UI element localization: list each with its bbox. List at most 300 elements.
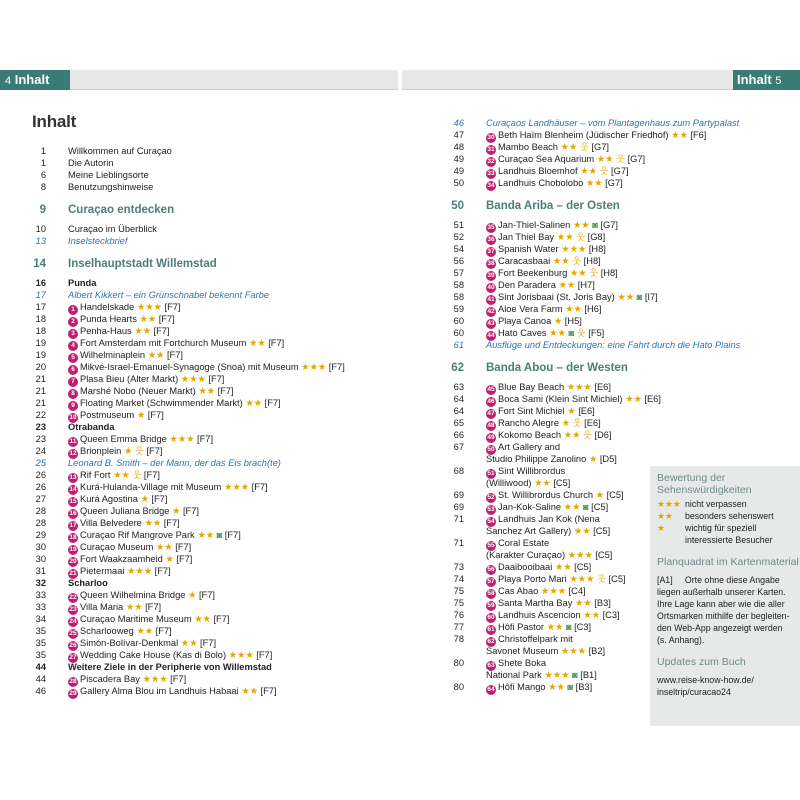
- entry-page-number: 52: [453, 232, 464, 242]
- toc-entry: [32, 493, 392, 505]
- legend-text: besonders sehenswert: [685, 511, 774, 521]
- entry-page-number: 63: [453, 382, 464, 392]
- rating-stars: ★★★: [569, 574, 595, 584]
- rating-stars: ★★★: [566, 382, 592, 392]
- entry-page-number: 50: [453, 178, 464, 188]
- nature-icon: ◙: [572, 670, 578, 680]
- entry-title: Queen Emma Bridge: [80, 434, 167, 444]
- legend-stars: ★: [657, 523, 665, 533]
- entry-page-number: 69: [453, 502, 464, 512]
- map-grid-ref: [F7]: [256, 650, 273, 660]
- map-grid-ref: [F7]: [268, 338, 285, 348]
- sight-marker-icon: 27: [69, 654, 77, 661]
- sight-marker-icon: 50: [487, 446, 495, 453]
- rating-stars: ★★: [575, 598, 592, 608]
- entry-text: [486, 117, 739, 129]
- entry-text: [68, 169, 149, 181]
- entry-page-number: 61: [453, 340, 464, 350]
- entry-page-number: 78: [453, 634, 464, 644]
- map-grid-ref: [E6]: [578, 406, 595, 416]
- entry-title: Fort Amsterdam mit Fortchurch Museum: [80, 338, 247, 348]
- toc-entry: [32, 565, 392, 577]
- entry-page-number: 14: [33, 258, 46, 270]
- sight-marker-icon: 14: [69, 486, 77, 493]
- entry-title: Kurá-Hulanda-Village mit Museum: [80, 482, 222, 492]
- rating-stars: ★★: [155, 542, 173, 552]
- rating-stars: ★★★: [228, 650, 254, 660]
- toc-entry: [32, 649, 392, 661]
- entry-title: Villa Belvedere: [80, 518, 142, 528]
- family-icon: 웃: [615, 154, 625, 164]
- sight-marker-icon: 22: [69, 594, 77, 601]
- map-grid-ref: [H8]: [583, 256, 601, 266]
- map-grid-ref: [F7]: [146, 446, 163, 456]
- sight-marker-icon: 59: [487, 602, 495, 609]
- header-title-right: Inhalt: [737, 72, 772, 87]
- entry-title: Penha-Haus: [80, 326, 132, 336]
- legend-text: nicht verpassen: [685, 499, 747, 509]
- rating-stars: ★★: [241, 686, 258, 696]
- nature-icon: ◙: [565, 622, 572, 632]
- sight-marker-icon: 2: [68, 317, 78, 327]
- nature-icon: ◙: [568, 328, 575, 338]
- entry-title: Fort Beekenburg: [498, 268, 568, 278]
- sight-marker-icon: 55: [487, 542, 495, 549]
- entry-page-number: 46: [35, 686, 46, 696]
- entry-title: Ausflüge und Entdeckungen: eine Fahrt durch die Hato Plains: [486, 340, 741, 350]
- entry-page-number: 77: [453, 622, 464, 632]
- rating-stars: ★★: [139, 314, 157, 324]
- entry-page-number: 27: [35, 494, 46, 504]
- entry-title: Caracasbaai: [498, 256, 551, 266]
- entry-text: [486, 177, 623, 191]
- rating-stars: ★: [567, 406, 576, 416]
- rating-stars: ★★★: [301, 362, 327, 372]
- map-grid-ref: [F7]: [251, 482, 268, 492]
- sight-marker-icon: 28: [69, 678, 77, 685]
- toc-entry: [32, 577, 392, 589]
- entry-title: Playa Porto Mari: [498, 574, 567, 584]
- entry-page-number: 60: [453, 328, 464, 338]
- rating-stars: ★★: [552, 256, 570, 266]
- entry-page-number: 69: [453, 490, 464, 500]
- legend-title: Bewertung der Sehenswürdigkeiten: [657, 472, 752, 496]
- toc-entry: [32, 257, 392, 269]
- entry-title: Inselsteckbrief: [68, 236, 128, 246]
- toc-entry: [32, 625, 392, 637]
- rating-stars: ★★: [565, 304, 582, 314]
- nature-icon: ◙: [567, 682, 574, 692]
- entry-title: Landhuis Ascencion: [498, 610, 581, 620]
- entry-text: [486, 681, 592, 695]
- toc-entry: [32, 301, 392, 313]
- entry-page-number: 50: [451, 200, 464, 212]
- rating-stars: ★★: [136, 626, 154, 636]
- toc-entry: [450, 117, 740, 129]
- entry-text: [486, 361, 628, 375]
- entry-title: Landhuis Jan Kok (Nena: [498, 514, 600, 524]
- sight-marker-icon: 3: [68, 329, 78, 339]
- entry-page-number: 30: [35, 542, 46, 552]
- entry-text: [68, 457, 281, 469]
- entry-title: Sanchez Art Gallery): [486, 526, 572, 536]
- rating-stars: ★★: [671, 130, 688, 140]
- sight-marker-icon: 24: [69, 618, 77, 625]
- entry-page-number: 35: [35, 650, 46, 660]
- sight-marker-icon: 30: [487, 134, 495, 141]
- map-grid-ref: [H8]: [588, 244, 606, 254]
- entry-page-number: 44: [35, 662, 46, 672]
- sight-marker-icon: 31: [487, 146, 495, 153]
- sight-marker-icon: 15: [69, 498, 77, 505]
- entry-page-number: 10: [35, 224, 46, 234]
- sight-marker-icon: 56: [487, 566, 495, 573]
- map-grid-ref: [F7]: [153, 326, 170, 336]
- entry-title: Curaçaos Landhäuser – vom Plantagenhaus zum Partypalast: [486, 118, 740, 128]
- entry-text: [68, 277, 96, 289]
- toc-entry: [450, 361, 650, 373]
- toc-entry: [32, 469, 392, 481]
- toc-entry: [450, 657, 650, 669]
- nature-icon: ◙: [636, 292, 643, 302]
- toc-entry: [32, 529, 392, 541]
- rating-stars: ★: [172, 506, 181, 516]
- sight-marker-icon: 42: [487, 308, 495, 315]
- entry-text: [486, 645, 605, 657]
- entry-title: Handelskade: [80, 302, 135, 312]
- page-title: Inhalt: [32, 112, 77, 131]
- entry-title: Shete Boka: [498, 658, 547, 668]
- entry-title: Spanish Water: [498, 244, 559, 254]
- entry-title: Christoffelpark mit: [498, 634, 573, 644]
- rating-stars: ★★: [534, 478, 551, 488]
- rating-stars: ★★★: [224, 482, 250, 492]
- entry-page-number: 6: [40, 170, 46, 180]
- entry-title: Postmuseum: [80, 410, 135, 420]
- entry-title: (Karakter Curaçao): [486, 550, 566, 560]
- map-grid-ref: [F7]: [260, 686, 277, 696]
- entry-page-number: 23: [35, 434, 46, 444]
- toc-entry: [32, 673, 392, 685]
- entry-title: Hato Caves: [498, 328, 547, 338]
- entry-page-number: 62: [451, 362, 464, 374]
- entry-page-number: 19: [35, 338, 46, 348]
- map-grid-ref: [H8]: [600, 268, 618, 278]
- sight-marker-icon: 4: [68, 341, 78, 351]
- entry-title: Scharlooweg: [80, 626, 134, 636]
- entry-page-number: 56: [453, 256, 464, 266]
- entry-title: Wedding Cake House (Kas di Bolo): [80, 650, 227, 660]
- map-grid-ref: [H7]: [577, 280, 595, 290]
- entry-text: [486, 339, 740, 351]
- entry-page-number: 71: [453, 514, 464, 524]
- map-grid-ref: [C5]: [608, 574, 626, 584]
- entry-text: [68, 421, 115, 433]
- entry-title: Mambo Beach: [498, 142, 558, 152]
- rating-stars: ★★★: [127, 566, 153, 576]
- rating-stars: ★★: [147, 350, 165, 360]
- entry-title: Sint Jorisbaai (St. Joris Bay): [498, 292, 615, 302]
- rating-stars: ★★: [572, 220, 590, 230]
- map-grid-ref: [C4]: [568, 586, 586, 596]
- entry-title: Floating Market (Schwimmender Markt): [80, 398, 243, 408]
- map-grid-ref: [B2]: [588, 646, 606, 656]
- map-grid-ref: [C5]: [595, 550, 613, 560]
- rating-stars: ★: [553, 316, 563, 326]
- map-grid-ref: [I7]: [644, 292, 658, 302]
- rating-stars: ★★★: [180, 374, 206, 384]
- toc-entry: [32, 289, 392, 301]
- entry-page-number: 23: [35, 422, 46, 432]
- rating-stars: ★★★: [142, 674, 168, 684]
- entry-title: National Park: [486, 670, 542, 680]
- toc-entry: [32, 445, 392, 457]
- entry-title: Simón-Bolívar-Denkmal: [80, 638, 179, 648]
- entry-page-number: 18: [35, 314, 46, 324]
- toc-entry: [450, 621, 650, 633]
- rating-stars: ★★: [180, 638, 198, 648]
- toc-entry: [450, 141, 650, 153]
- entry-title: Plasa Bieu (Alter Markt): [80, 374, 179, 384]
- rating-stars: ★★: [583, 610, 600, 620]
- sight-marker-icon: 47: [487, 410, 495, 417]
- entry-page-number: 64: [453, 394, 464, 404]
- toc-entry: [450, 339, 741, 351]
- entry-title: Weitere Ziele in der Peripherie von Willemstad: [68, 662, 272, 672]
- toc-entry: [450, 231, 650, 243]
- rating-stars: ★★: [573, 526, 591, 536]
- entry-title: Santa Martha Bay: [498, 598, 573, 608]
- map-grid-ref: [D6]: [594, 430, 612, 440]
- toc-entry: [32, 517, 392, 529]
- entry-page-number: 46: [453, 118, 464, 128]
- entry-title: Cas Abao: [498, 586, 539, 596]
- entry-page-number: 16: [35, 278, 46, 288]
- plan-line: Ihre Lage kann aber wie die aller: [657, 599, 785, 609]
- rating-stars: ★: [140, 494, 149, 504]
- entry-title: Curaçao entdecken: [68, 204, 175, 216]
- entry-page-number: 58: [453, 292, 464, 302]
- map-grid-ref: [G7]: [627, 154, 646, 164]
- toc-entry: [450, 465, 650, 477]
- toc-entry: [32, 145, 392, 157]
- legend-row: [657, 498, 747, 510]
- entry-title: Kokomo Beach: [498, 430, 562, 440]
- sight-marker-icon: 38: [487, 260, 495, 267]
- toc-entry: [450, 633, 650, 645]
- plan-line: liegen außerhalb unserer Karten.: [657, 587, 786, 597]
- toc-entry: [450, 561, 650, 573]
- entry-title: Die Autorin: [68, 158, 114, 168]
- entry-text: [68, 157, 113, 169]
- map-grid-ref: [D5]: [599, 454, 617, 464]
- sight-marker-icon: 41: [487, 296, 495, 303]
- entry-text: [68, 257, 217, 271]
- toc-entry: [450, 501, 650, 513]
- toc-entry: [32, 223, 392, 235]
- map-grid-ref: [B3]: [575, 682, 593, 692]
- entry-title: Daaibooibaai: [498, 562, 553, 572]
- toc-entry: [450, 513, 650, 525]
- sight-marker-icon: 13: [69, 474, 77, 481]
- rating-stars: ★★★: [560, 646, 586, 656]
- entry-page-number: 71: [453, 538, 464, 548]
- sight-marker-icon: 29: [69, 690, 77, 697]
- entry-title: Hôfi Mango: [498, 682, 546, 692]
- entry-title: Kurá Agostina: [80, 494, 138, 504]
- entry-title: Queen Wilhelmina Bridge: [80, 590, 186, 600]
- entry-title: Coral Estate: [498, 538, 550, 548]
- family-icon: 웃: [582, 430, 592, 440]
- entry-title: Curaçao Sea Aquarium: [498, 154, 595, 164]
- entry-page-number: 19: [35, 350, 46, 360]
- map-grid-ref: [F7]: [155, 626, 172, 636]
- rating-stars: ★★: [198, 386, 215, 396]
- toc-entry: [450, 585, 650, 597]
- entry-text: [68, 223, 157, 235]
- entry-title: Landhuis Bloemhof: [498, 166, 578, 176]
- map-grid-ref: [B3]: [594, 598, 611, 608]
- entry-page-number: 32: [35, 578, 46, 588]
- sight-marker-icon: 16: [69, 510, 77, 517]
- map-grid-ref: [H5]: [564, 316, 582, 326]
- legend-text: interessierte Besucher: [685, 535, 773, 545]
- toc-entry: [32, 457, 392, 469]
- map-grid-ref: [C5]: [591, 502, 609, 512]
- entry-page-number: 51: [453, 220, 464, 230]
- map-grid-ref: [G7]: [600, 220, 619, 230]
- entry-page-number: 31: [35, 566, 46, 576]
- sight-marker-icon: 36: [487, 236, 495, 243]
- sight-marker-icon: 21: [69, 570, 77, 577]
- toc-entry: [450, 279, 650, 291]
- toc-entry: [450, 177, 650, 189]
- entry-title: Curaçao Museum: [80, 542, 154, 552]
- entry-text: [486, 669, 597, 681]
- rating-stars: ★★: [625, 394, 642, 404]
- toc-entry: [450, 573, 650, 585]
- toc-entry: [32, 613, 392, 625]
- legend-row: [657, 522, 756, 534]
- legend-stars: ★★: [657, 511, 673, 521]
- entry-page-number: 33: [35, 590, 46, 600]
- toc-entry: [32, 589, 392, 601]
- entry-page-number: 21: [35, 386, 46, 396]
- toc-entry: [32, 169, 392, 181]
- sight-marker-icon: 19: [69, 546, 77, 553]
- map-grid-ref: [F7]: [182, 506, 199, 516]
- toc-entry: [450, 327, 650, 339]
- rating-stars: ★★: [549, 328, 566, 338]
- entry-page-number: 58: [453, 280, 464, 290]
- legend-text: wichtig für speziell: [685, 523, 757, 533]
- rating-stars: ★★: [134, 326, 151, 336]
- family-icon: 웃: [589, 268, 599, 278]
- entry-page-number: 28: [35, 506, 46, 516]
- plan-title: Planquadrat im Kartenmaterial: [657, 556, 799, 568]
- toc-entry: [32, 505, 392, 517]
- entry-title: Curaçao im Überblick: [68, 224, 157, 234]
- toc-entry: [32, 385, 392, 397]
- rating-stars: ★★: [548, 682, 565, 692]
- entry-title: Wilhelminaplein: [80, 350, 146, 360]
- entry-title: St. Willibrordus Church: [498, 490, 594, 500]
- entry-text: [486, 477, 570, 489]
- family-icon: 웃: [599, 166, 609, 176]
- toc-entry: [32, 685, 392, 697]
- entry-page-number: 73: [453, 562, 464, 572]
- toc-entry: [450, 609, 650, 621]
- rating-stars: ★: [561, 418, 570, 428]
- entry-text: [68, 289, 269, 301]
- entry-title: Hôfi Pastor: [498, 622, 544, 632]
- entry-page-number: 67: [453, 442, 464, 452]
- family-icon: 웃: [579, 142, 589, 152]
- entry-page-number: 75: [453, 598, 464, 608]
- entry-title: Punda: [68, 278, 97, 288]
- sight-marker-icon: 40: [487, 284, 495, 291]
- entry-title: Jan-Kok-Saline: [498, 502, 562, 512]
- toc-entry: [32, 553, 392, 565]
- map-grid-ref: [F7]: [224, 530, 241, 540]
- entry-title: Landhuis Chobolobo: [498, 178, 584, 188]
- entry-page-number: 48: [453, 142, 464, 152]
- entry-page-number: 33: [35, 602, 46, 612]
- entry-page-number: 49: [453, 166, 464, 176]
- sight-marker-icon: 39: [487, 272, 495, 279]
- toc-entry: [450, 199, 650, 211]
- entry-title: Mikvé-Israel-Emanuel-Synagoge (Snoa) mit Museum: [80, 362, 299, 372]
- toc-entry: [450, 129, 707, 141]
- entry-title: Studio Philippe Zanolino: [486, 454, 587, 464]
- entry-page-number: 17: [35, 302, 46, 312]
- sight-marker-icon: 45: [487, 386, 495, 393]
- family-icon: 웃: [572, 256, 582, 266]
- entry-title: Rif Fort: [80, 470, 111, 480]
- rating-stars: ★★★: [169, 434, 195, 444]
- entry-page-number: 75: [453, 586, 464, 596]
- entry-title: Brionplein: [80, 446, 122, 456]
- sight-marker-icon: 58: [487, 590, 495, 597]
- page-number-left: 4: [5, 75, 12, 87]
- sight-marker-icon: 18: [69, 534, 77, 541]
- legend-stars: ★★★: [657, 499, 681, 509]
- rating-stars: ★★★: [540, 586, 566, 596]
- entry-title: Den Paradera: [498, 280, 556, 290]
- rating-stars: ★: [595, 490, 604, 500]
- entry-page-number: 34: [35, 614, 46, 624]
- entry-title: Banda Ariba – der Osten: [486, 200, 620, 212]
- entry-title: Art Gallery and: [498, 442, 561, 452]
- entry-page-number: 68: [453, 466, 464, 476]
- rating-stars: ★★: [546, 622, 564, 632]
- toc-entry: [450, 681, 650, 693]
- entry-title: Jan Thiel Bay: [498, 232, 555, 242]
- sight-marker-icon: 12: [69, 450, 77, 457]
- rating-stars: ★★: [560, 142, 578, 152]
- header-tab-right: [733, 70, 800, 90]
- map-grid-ref: [E6]: [594, 382, 611, 392]
- entry-page-number: 35: [35, 638, 46, 648]
- sight-marker-icon: 53: [487, 506, 495, 513]
- sight-marker-icon: 17: [69, 522, 77, 529]
- toc-entry: [32, 481, 392, 493]
- toc-entry: [32, 361, 392, 373]
- plan-line: [A1] Orte ohne diese Angabe: [657, 575, 780, 585]
- updates-link: www.reise-know-how.de/: [657, 675, 754, 685]
- toc-entry: [32, 235, 392, 247]
- entry-page-number: 8: [40, 182, 46, 192]
